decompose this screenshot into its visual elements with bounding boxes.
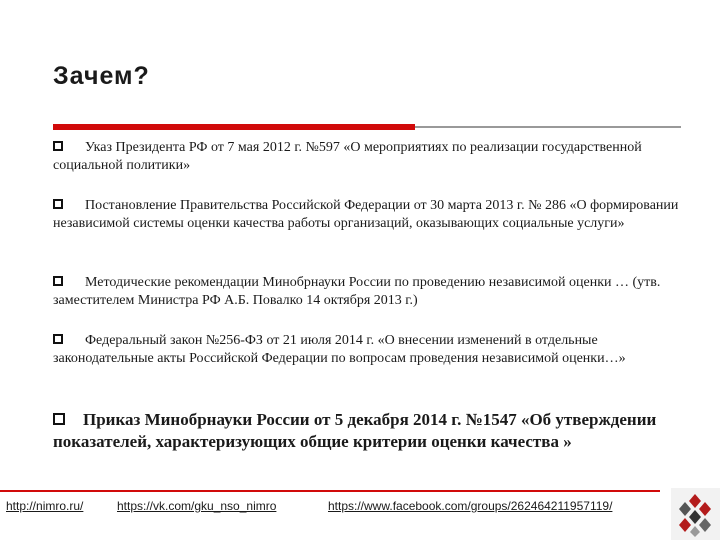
list-item-decree [53, 139, 683, 175]
slide-title: Зачем? [53, 62, 150, 90]
list-item-order [53, 409, 683, 453]
list-item-federal-law [53, 332, 683, 368]
checkbox-bullet-icon [53, 199, 63, 209]
title-underline-grey [415, 126, 681, 128]
list-item-resolution [53, 197, 683, 233]
list-item-text: Приказ Минобрнауки России от 5 декабря 2014 г. №1547 «Об утверждении показателей, характеризующих общие критерии оценки качества » [53, 410, 657, 451]
list-item-text: Постановление Правительства Российской Федерации от 30 марта 2013 г. № 286 «О формировании независимой системы оценки качества работы организаций, оказывающих социальные услуги» [53, 198, 679, 231]
title-underline-red [53, 124, 415, 130]
link-vk-group[interactable]: https://vk.com/gku_nso_nimro [117, 499, 277, 513]
link-facebook-group[interactable]: https://www.facebook.com/groups/262464211957119/ [328, 499, 613, 513]
list-item-text: Указ Президента РФ от 7 мая 2012 г. №597 «О мероприятиях по реализации государственной социальной политики» [53, 140, 642, 173]
nimro-logo-icon [671, 488, 720, 540]
checkbox-bullet-icon [53, 276, 63, 286]
title-underline [53, 124, 681, 130]
checkbox-bullet-icon [53, 141, 63, 151]
list-item-text: Методические рекомендации Минобрнауки России по проведению независимой оценки … (утв. заместителем Министра РФ А.Б. Повалко 14 октября 2013 г.) [53, 275, 661, 308]
checkbox-bullet-icon [53, 334, 63, 344]
footer-divider [0, 490, 660, 492]
list-item-recommendations [53, 274, 683, 310]
checkbox-bullet-icon [53, 413, 65, 425]
list-item-text: Федеральный закон №256-ФЗ от 21 июля 2014 г. «О внесении изменений в отдельные законодательные акты Российской Федерации по вопросам проведения независимой оценки…» [53, 333, 626, 366]
link-nimro-site[interactable]: http://nimro.ru/ [6, 499, 84, 513]
